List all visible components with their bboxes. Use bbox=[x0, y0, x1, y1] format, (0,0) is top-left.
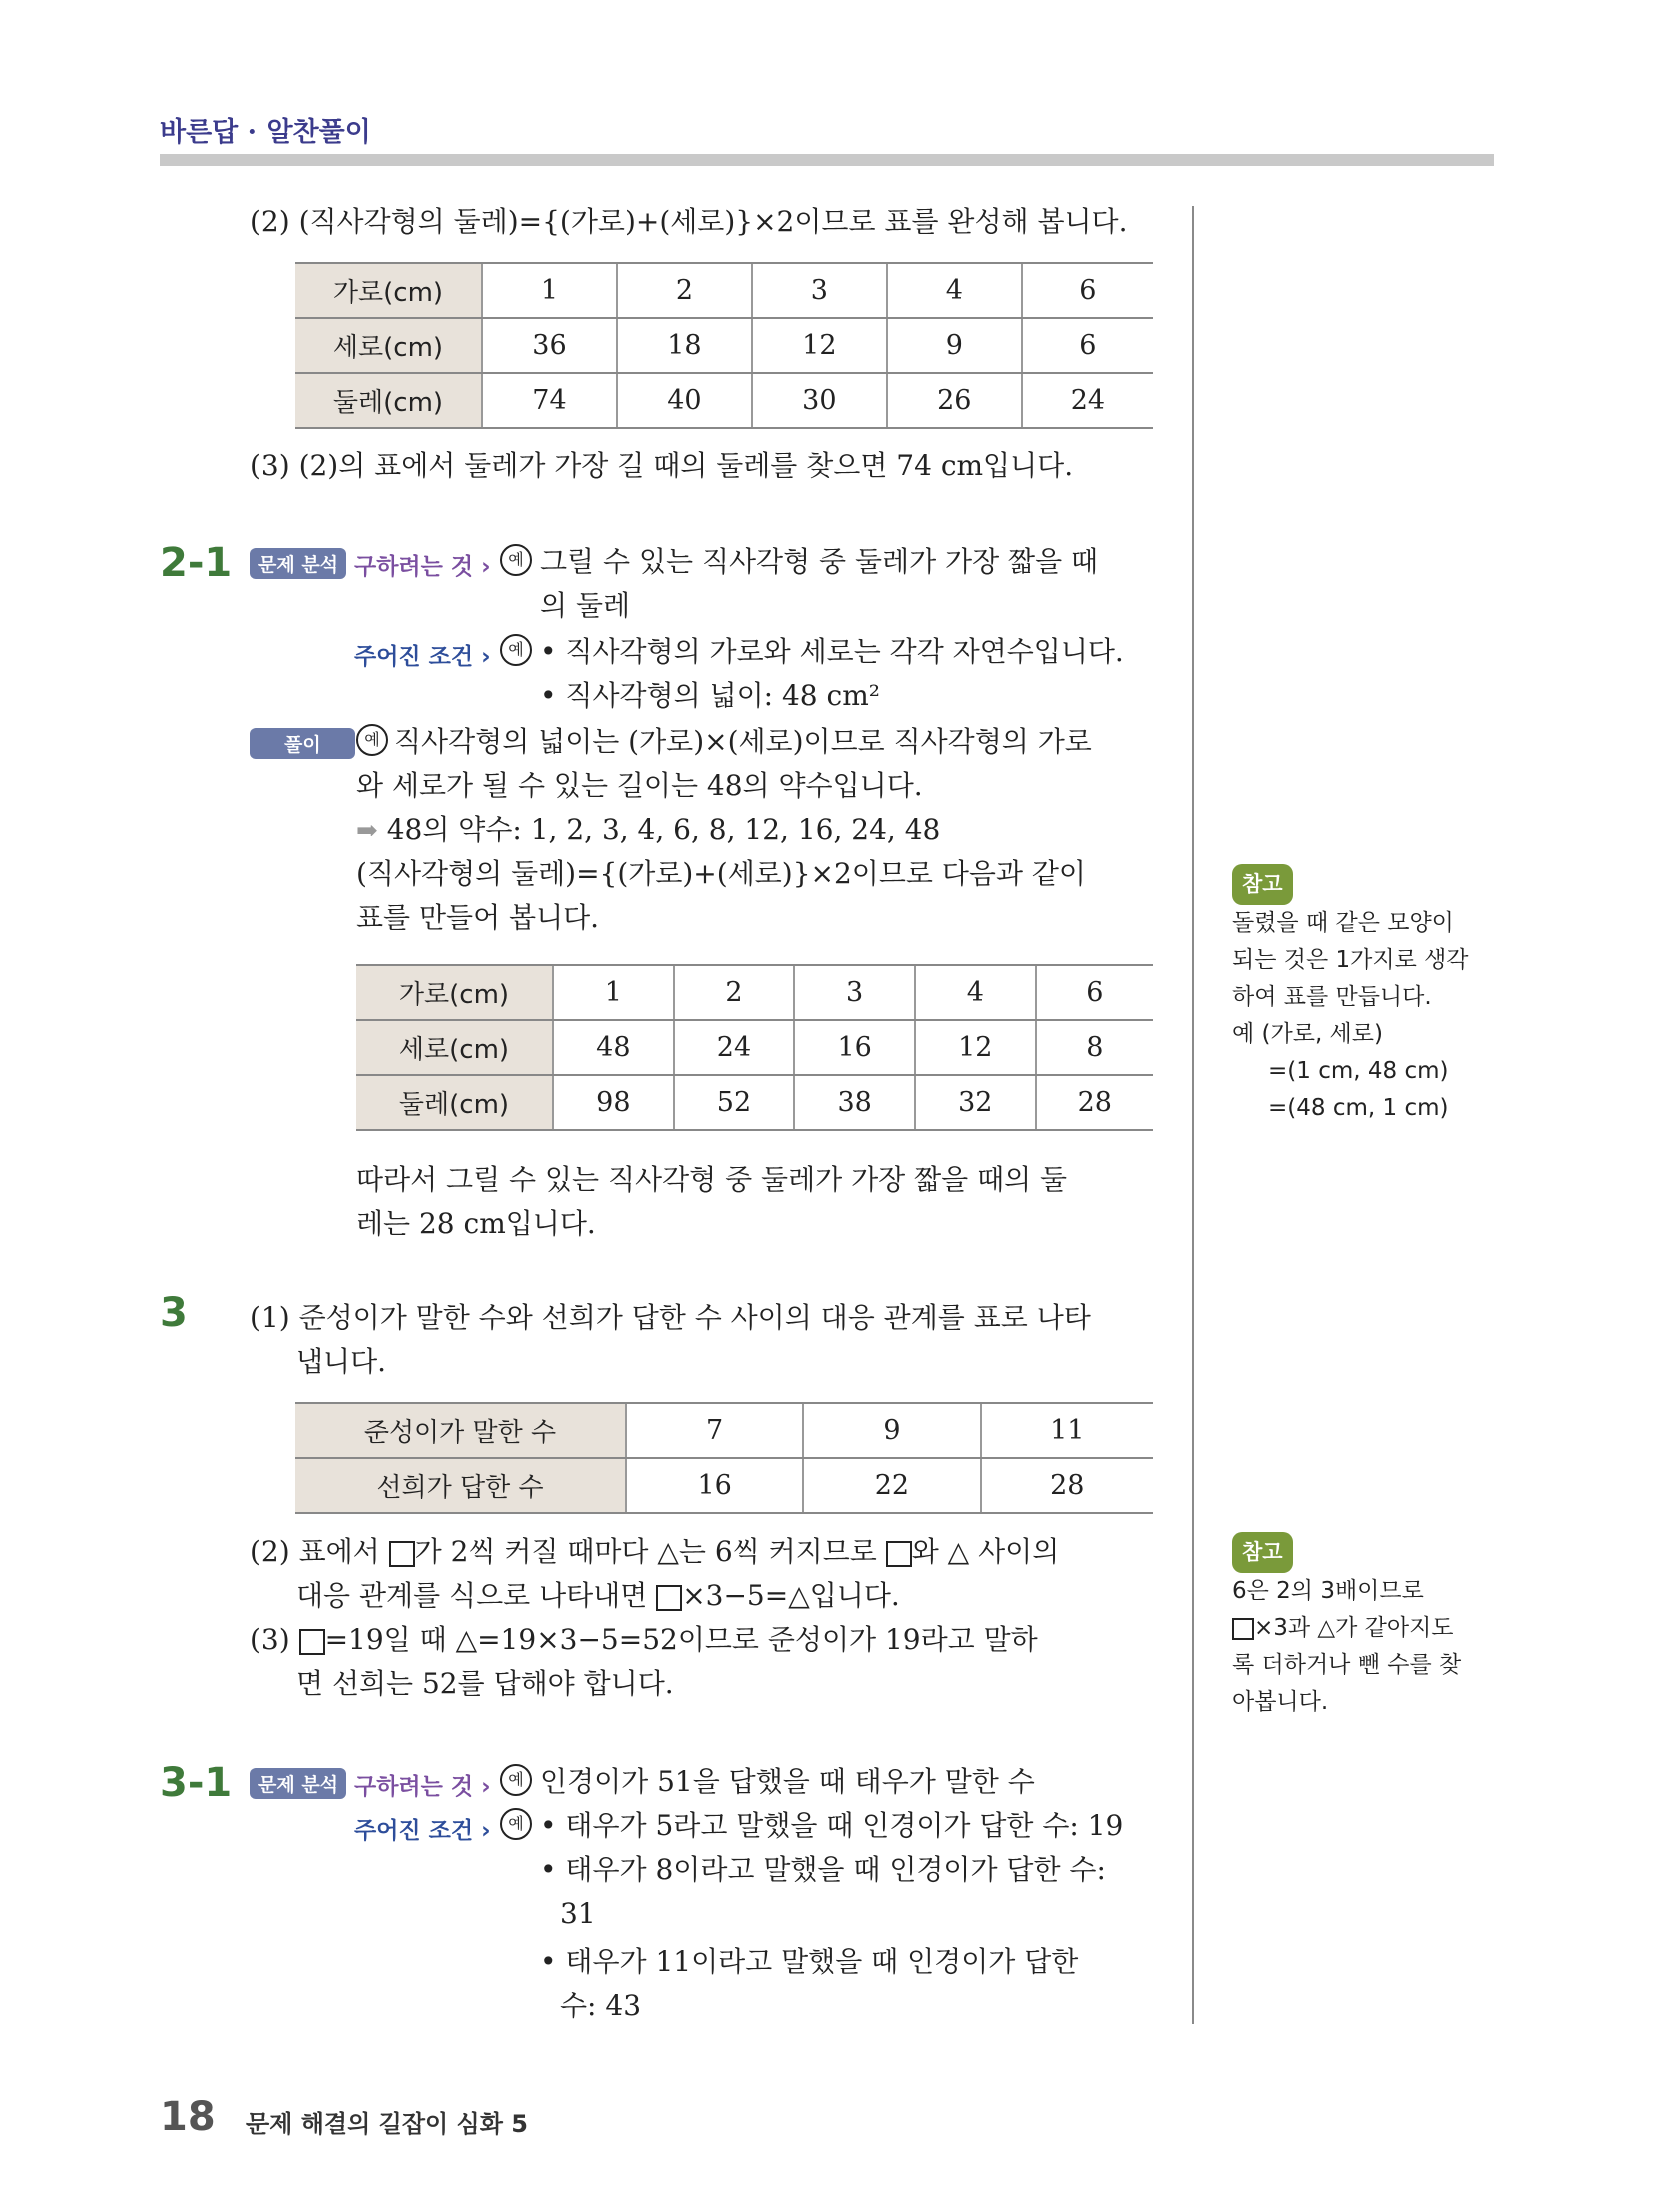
side1-l2: 되는 것은 1가지로 생각 bbox=[1232, 947, 1469, 973]
header-bar bbox=[160, 154, 1494, 166]
sec3-p1a: (1) 준성이가 말한 수와 선희가 답한 수 사이의 대응 관계를 표로 나타 bbox=[250, 1301, 1091, 1334]
arrow-icon: ➡ bbox=[356, 816, 378, 846]
table-cell: 7 bbox=[626, 1403, 803, 1458]
sec3-p1b: 냅니다. bbox=[296, 1345, 387, 1378]
table-header-cell: 가로(cm) bbox=[356, 965, 553, 1020]
table-row bbox=[295, 1403, 1153, 1458]
sec21-given-1: • 직사각형의 가로와 세로는 각각 자연수입니다. bbox=[540, 635, 1124, 668]
sec21-s4: (직사각형의 둘레)={(가로)+(세로)}×2이므로 다음과 같이 bbox=[356, 857, 1086, 890]
table-cell: 3 bbox=[794, 965, 915, 1020]
sec3-p3a-1: (3) bbox=[250, 1623, 290, 1656]
sec21-c2: 레는 28 cm입니다. bbox=[356, 1207, 596, 1240]
sec31-g3: 31 bbox=[560, 1897, 596, 1930]
example-icon: 예 bbox=[356, 724, 388, 756]
square-symbol bbox=[656, 1585, 682, 1611]
table-cell: 38 bbox=[794, 1075, 915, 1130]
sec21-s3: 48의 약수: 1, 2, 3, 4, 6, 8, 12, 16, 24, 48 bbox=[386, 813, 941, 846]
table-cell: 4 bbox=[887, 263, 1022, 318]
table-cell: 1 bbox=[482, 263, 617, 318]
book-title: 문제 해결의 길잡이 심화 5 bbox=[246, 2110, 528, 2138]
sec3-table bbox=[295, 1402, 1153, 1514]
table-row bbox=[295, 318, 1153, 373]
table-header-cell: 준성이가 말한 수 bbox=[295, 1403, 626, 1458]
table-cell: 4 bbox=[915, 965, 1036, 1020]
side2-l1: 6은 2의 3배이므로 bbox=[1232, 1578, 1424, 1604]
table-cell: 9 bbox=[803, 1403, 980, 1458]
side-badge: 참고 bbox=[1232, 1532, 1293, 1573]
sec3-p2b-2: ×3−5=△입니다. bbox=[682, 1579, 900, 1612]
table-cell: 24 bbox=[1022, 373, 1153, 428]
table-cell: 6 bbox=[1022, 318, 1153, 373]
table-cell: 36 bbox=[482, 318, 617, 373]
sec3-p2a-1: (2) 표에서 bbox=[250, 1535, 380, 1568]
table-cell: 12 bbox=[752, 318, 887, 373]
goal-label-row: 구하려는 것 › bbox=[354, 554, 491, 580]
square-symbol bbox=[886, 1541, 912, 1567]
table-cell: 6 bbox=[1036, 965, 1153, 1020]
table-row bbox=[295, 373, 1153, 428]
sec2-p2: (2) (직사각형의 둘레)={(가로)+(세로)}×2이므로 표를 완성해 봅니다. bbox=[250, 205, 1128, 238]
table-header-cell: 선희가 답한 수 bbox=[295, 1458, 626, 1513]
sec31-g2: • 태우가 8이라고 말했을 때 인경이가 답한 수: bbox=[540, 1853, 1106, 1886]
given-label: 주어진 조건 bbox=[354, 1818, 474, 1844]
sec2-table bbox=[295, 262, 1153, 429]
goal-label: 구하려는 것 bbox=[354, 1774, 474, 1800]
table-cell: 22 bbox=[803, 1458, 980, 1513]
table-cell: 40 bbox=[617, 373, 752, 428]
table-header-cell: 둘레(cm) bbox=[295, 373, 482, 428]
sec21-s5: 표를 만들어 봅니다. bbox=[356, 901, 600, 934]
section-number-2-1: 2-1 bbox=[160, 540, 233, 586]
side2-l2: ×3과 △가 같아지도 bbox=[1254, 1615, 1454, 1641]
side1-l5: =(1 cm, 48 cm) bbox=[1268, 1058, 1449, 1084]
example-icon: 예 bbox=[500, 544, 532, 576]
analysis-badge-label: 문제 분석 bbox=[250, 1768, 346, 1799]
square-symbol bbox=[299, 1629, 325, 1655]
table-row bbox=[295, 1458, 1153, 1513]
side1-l3: 하여 표를 만듭니다. bbox=[1232, 984, 1432, 1010]
side-note-2 bbox=[1232, 1532, 1502, 1721]
section-number-3: 3 bbox=[160, 1290, 188, 1336]
table-row bbox=[356, 1020, 1153, 1075]
table-cell: 11 bbox=[981, 1403, 1153, 1458]
table-cell: 18 bbox=[617, 318, 752, 373]
sec3-p2a-2: 가 2씩 커질 때마다 △는 6씩 커지므로 bbox=[414, 1535, 877, 1568]
solution-badge: 풀이 bbox=[250, 728, 355, 759]
sec3-p2a-3: 와 △ 사이의 bbox=[911, 1535, 1060, 1568]
table-cell: 98 bbox=[553, 1075, 674, 1130]
analysis-badge bbox=[250, 548, 346, 579]
table-cell: 16 bbox=[794, 1020, 915, 1075]
sec3-p3a-2: =19일 때 △=19×3−5=52이므로 준성이가 19라고 말하 bbox=[324, 1623, 1038, 1656]
table-cell: 9 bbox=[887, 318, 1022, 373]
header-title: 바른답 · 알찬풀이 bbox=[160, 117, 371, 148]
column-divider bbox=[1192, 206, 1194, 2024]
page-number: 18 bbox=[160, 2094, 216, 2140]
square-symbol bbox=[389, 1541, 415, 1567]
side-badge: 참고 bbox=[1232, 864, 1293, 905]
sec21-table bbox=[356, 964, 1153, 1131]
table-header-cell: 세로(cm) bbox=[295, 318, 482, 373]
side1-l1: 돌렸을 때 같은 모양이 bbox=[1232, 910, 1454, 936]
side1-l6: =(48 cm, 1 cm) bbox=[1268, 1095, 1449, 1121]
sec21-given-2: • 직사각형의 넓이: 48 cm² bbox=[540, 679, 880, 712]
table-cell: 16 bbox=[626, 1458, 803, 1513]
section-number-3-1: 3-1 bbox=[160, 1760, 233, 1806]
table-row bbox=[356, 1075, 1153, 1130]
table-cell: 28 bbox=[1036, 1075, 1153, 1130]
table-header-cell: 세로(cm) bbox=[356, 1020, 553, 1075]
table-row bbox=[356, 965, 1153, 1020]
table-cell: 8 bbox=[1036, 1020, 1153, 1075]
side2-l3: 록 더하거나 뺀 수를 찾 bbox=[1232, 1652, 1462, 1678]
sec21-s2: 와 세로가 될 수 있는 길이는 48의 약수입니다. bbox=[356, 769, 923, 802]
table-cell: 1 bbox=[553, 965, 674, 1020]
table-cell: 48 bbox=[553, 1020, 674, 1075]
sec2-p3: (3) (2)의 표에서 둘레가 가장 길 때의 둘레를 찾으면 74 cm입니다. bbox=[250, 449, 1074, 482]
table-cell: 30 bbox=[752, 373, 887, 428]
table-cell: 3 bbox=[752, 263, 887, 318]
sec31-g1: • 태우가 5라고 말했을 때 인경이가 답한 수: 19 bbox=[540, 1809, 1124, 1842]
table-header-cell: 둘레(cm) bbox=[356, 1075, 553, 1130]
table-cell: 2 bbox=[617, 263, 752, 318]
table-cell: 12 bbox=[915, 1020, 1036, 1075]
side1-l4: 예 (가로, 세로) bbox=[1232, 1021, 1383, 1047]
sec31-g5: 수: 43 bbox=[560, 1989, 642, 2022]
analysis-badge-label: 문제 분석 bbox=[250, 548, 346, 579]
table-header-cell: 가로(cm) bbox=[295, 263, 482, 318]
table-cell: 28 bbox=[981, 1458, 1153, 1513]
example-icon: 예 bbox=[500, 1808, 532, 1840]
example-icon: 예 bbox=[500, 634, 532, 666]
example-icon: 예 bbox=[500, 1764, 532, 1796]
sec21-c1: 따라서 그릴 수 있는 직사각형 중 둘레가 가장 짧을 때의 둘 bbox=[356, 1163, 1068, 1196]
table-cell: 32 bbox=[915, 1075, 1036, 1130]
sec21-goal-1: 그릴 수 있는 직사각형 중 둘레가 가장 짧을 때 bbox=[540, 545, 1099, 578]
sec3-p3b: 면 선희는 52를 답해야 합니다. bbox=[296, 1667, 674, 1700]
table-cell: 6 bbox=[1022, 263, 1153, 318]
goal-label: 구하려는 것 bbox=[354, 554, 474, 580]
side-note-1 bbox=[1232, 864, 1502, 1127]
given-label: 주어진 조건 bbox=[354, 644, 474, 670]
sec21-s1: 직사각형의 넓이는 (가로)×(세로)이므로 직사각형의 가로 bbox=[394, 725, 1092, 758]
table-cell: 24 bbox=[674, 1020, 795, 1075]
table-cell: 74 bbox=[482, 373, 617, 428]
side2-l4: 아봅니다. bbox=[1232, 1689, 1329, 1715]
table-cell: 52 bbox=[674, 1075, 795, 1130]
sec3-p2b-1: 대응 관계를 식으로 나타내면 bbox=[296, 1579, 648, 1612]
sec31-goal: 인경이가 51을 답했을 때 태우가 말한 수 bbox=[540, 1765, 1035, 1798]
table-cell: 26 bbox=[887, 373, 1022, 428]
square-symbol bbox=[1232, 1618, 1254, 1640]
sec31-g4: • 태우가 11이라고 말했을 때 인경이가 답한 bbox=[540, 1945, 1079, 1978]
table-row bbox=[295, 263, 1153, 318]
sec21-goal-2: 의 둘레 bbox=[540, 589, 631, 622]
table-cell: 2 bbox=[674, 965, 795, 1020]
